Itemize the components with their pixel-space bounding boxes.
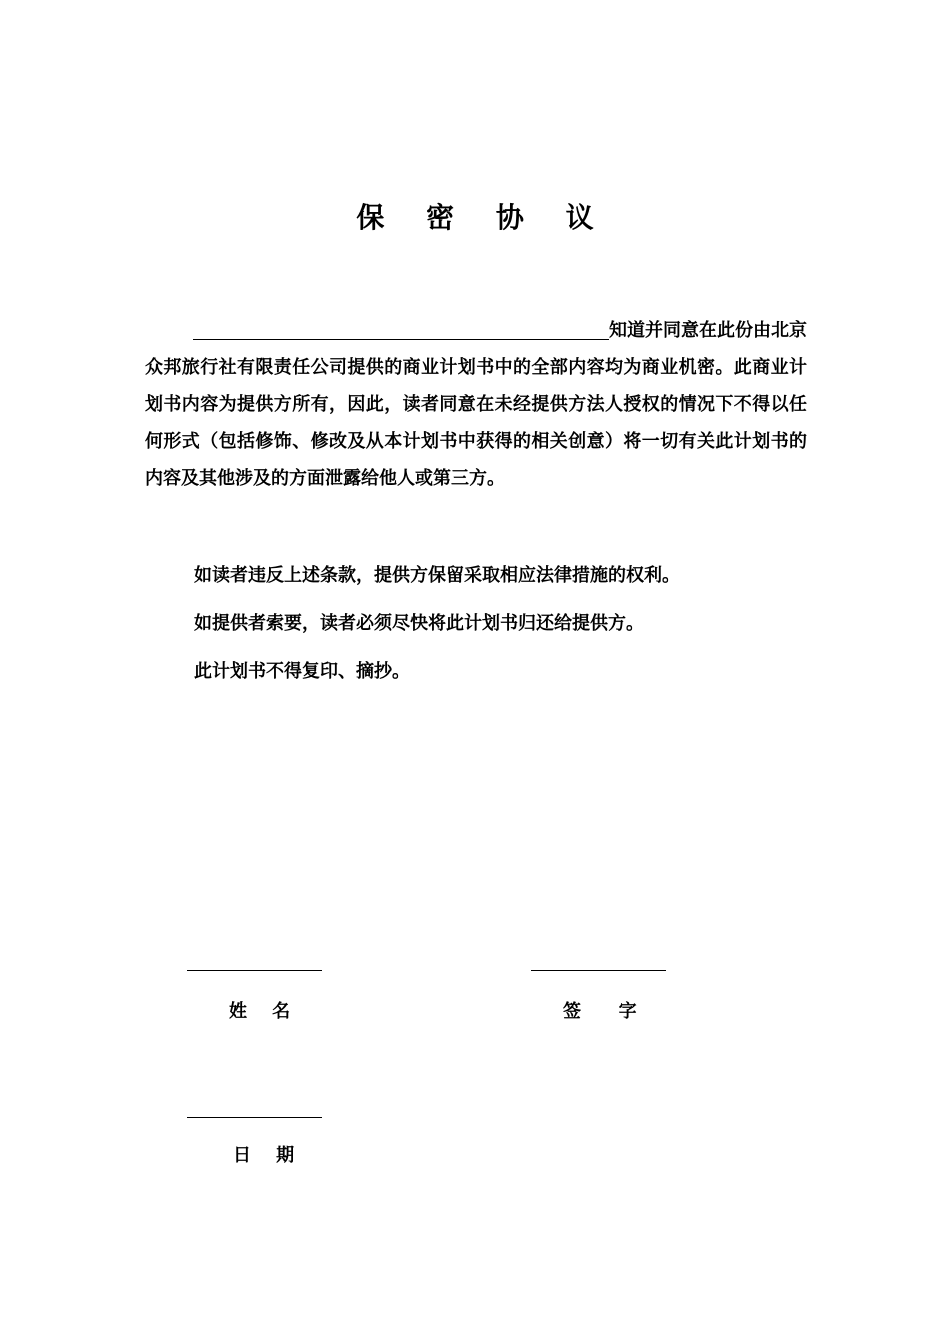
agreement-text: 知道并同意在此份由北京众邦旅行社有限责任公司提供的商业计划书中的全部内容均为商业机密。此商业计划书内容为提供方所有，因此，读者同意在未经提供方法人授权的情况下不得以任何形式（包括修饰、修改及从本计划书中获得的相关创意）将一切有关此计划书的内容及其他涉及的方面泄露给他人或第三方。 <box>145 320 807 489</box>
sign-signature-line[interactable] <box>531 970 666 971</box>
sign-label: 签 字 <box>563 1001 637 1022</box>
agreement-paragraph <box>145 312 807 497</box>
clause-legal-action: 如读者违反上述条款，提供方保留采取相应法律措施的权利。 <box>194 565 680 586</box>
date-signature-line[interactable] <box>187 1117 322 1118</box>
reader-name-blank[interactable] <box>193 317 609 340</box>
name-signature-line[interactable] <box>187 970 322 971</box>
clause-return-document: 如提供者索要，读者必须尽快将此计划书归还给提供方。 <box>194 613 644 634</box>
date-label: 日 期 <box>233 1145 295 1166</box>
name-label: 姓 名 <box>229 1001 291 1022</box>
document-title: 保 密 协 议 <box>356 201 610 234</box>
clause-no-copy: 此计划书不得复印、摘抄。 <box>194 661 410 682</box>
